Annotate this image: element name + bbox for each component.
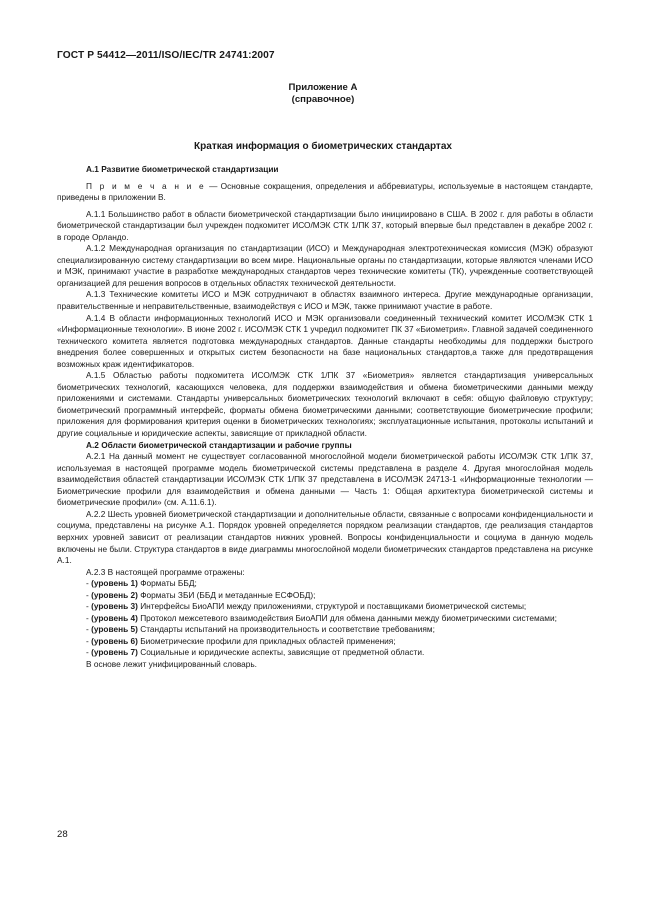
level-list-item: - (уровень 1) Форматы ББД; xyxy=(86,578,197,589)
paragraph-a2-2: А.2.2 Шесть уровней биометрической стандартизации и дополнительные области, связанные с вопросами конфиденциальности и социума, представлены на рисунке А.1. Порядок уровней определяется порядком реализации стандартов, где реализация стандартов верхних уровней зависит от реализации стандартов нижних уровней. Вопросы конфиденциальности и социума в данную модель включены не были. Структура стандартов в виде диаграммы многослойной модели биометрических стандартов представлена на рисунке А.1. xyxy=(57,508,593,566)
section-a2-heading: А.2 Области биометрической стандартизации и рабочие группы xyxy=(86,439,352,450)
paragraph-a2-1: А.2.1 На данный момент не существует согласованной многослойной модели биометрической работы ИСО/МЭК СТК 1/ПК 37, используемая в настоящей программе модель биометрической системы представлена в разделе 4. Другая многослойная модель взаимодействия областей стандартизации ИСО/МЭК СТК 1/ПК 37 представлена в ИСО/МЭК 24713-1 «Информационные технологии — Биометрические профили для взаимодействия и обмена данными — Часть 1: Общая архитектура биометрической системы и биометрические профили» (см. А.11.6.1). xyxy=(57,451,593,508)
paragraph-a1-2: А.1.2 Международная организация по стандартизации (ИСО) и Международная электротехническая комиссия (МЭК) образуют специализированную систему стандартизации во всем мире. Национальные органы по стандартизации, которые являются членами ИСО и МЭК, принимают участие в разработке международных стандартов через технические комитеты (ТК), учрежденные соответствующей организацией для решения вопросов в отдельных областях технической деятельности. xyxy=(57,243,593,288)
level-label: (уровень 4) xyxy=(91,612,138,623)
level-list-item: - (уровень 7) Социальные и юридические аспекты, зависящие от предметной области. xyxy=(86,647,425,658)
closing-paragraph: В основе лежит унифицированный словарь. xyxy=(86,658,257,669)
note-label: П р и м е ч а н и е xyxy=(86,180,206,191)
annex-subtitle: (справочное) xyxy=(291,94,355,105)
level-list-item: - (уровень 6) Биометрические профили для прикладных областей применения; xyxy=(86,635,396,646)
paragraph-a1-1: А.1.1 Большинство работ в области биометрической стандартизации было инициировано в США. В 2002 г. для работы в области биометрической стандартизации был учрежден подкомитет ИСО/МЭК СТК 1/ПК 37, который впервые был представлен в декабре 2002 г. в городе Орландо. xyxy=(57,208,593,242)
section-title: Краткая информация о биометрических стандартах xyxy=(194,141,452,152)
note-text: — Основные сокращения, определения и аббревиатуры, используемые в настоящем стандарте, приведены в приложении В. xyxy=(57,180,593,203)
section-a1-heading: А.1 Развитие биометрической стандартизации xyxy=(86,164,279,174)
paragraph-a1-4: А.1.4 В области информационных технологий ИСО и МЭК организовали соединенный технический комитет ИСО/МЭК СТК 1 «Информационные технологии». В июне 2002 г. ИСО/МЭК СТК 1 учредил подкомитет ПК 37 «Биометрия». Главной задачей соединенного технического комитета является подготовка международных стандартов. Данные стандарты необходимы для поддержки быстрого внедрения более совершенных и открытых систем безопасности на базе национальных стандартов,а также для предотвращения возможных краж идентификаторов. xyxy=(57,312,593,369)
paragraph-a1-5: А.1.5 Областью работы подкомитета ИСО/МЭК СТК 1/ПК 37 «Биометрия» является стандартизация универсальных биометрических технологий, касающихся человека, для поддержки взаимодействия и обмена биометрическими данными между приложениями и системами. Стандарты универсальных биометрических технологий включают в себя: общую файловую структуру; биометрический программный интерфейс, форматы обмена биометрическими данными; соответствующие биометрические профили; приложения для формирования критерия оценки в биометрических технологиях; эксплуатационные испытания, протоколы испытаний и другие социальные и юридические аспекты, зависящие от прикладной области. xyxy=(57,370,593,439)
paragraph-a1-3: А.1.3 Технические комитеты ИСО и МЭК сотрудничают в областях взаимного интереса. Другие международные организации, правительственные и неправительственные, взаимодействуя с ИСО и МЭК, также принимают участие в работе. xyxy=(57,289,593,312)
paragraph-a2-3: А.2.3 В настоящей программе отражены: xyxy=(86,566,245,577)
level-label: (уровень 1) xyxy=(91,578,138,589)
level-label: (уровень 5) xyxy=(91,624,138,635)
level-list-item: - (уровень 5) Стандарты испытаний на производительность и соответствие требованиям; xyxy=(86,624,435,635)
level-list-item: - (уровень 4) Протокол межсетевого взаимодействия БиоАПИ для обмена данными между биометрическими системами; xyxy=(86,612,557,623)
document-body xyxy=(57,164,593,671)
level-label: (уровень 2) xyxy=(91,589,138,600)
level-label: (уровень 6) xyxy=(91,635,138,646)
level-label: (уровень 7) xyxy=(91,647,138,658)
annex-title: Приложение А xyxy=(288,82,358,93)
standard-code-header: ГОСТ Р 54412—2011/ISO/IEC/TR 24741:2007 xyxy=(57,50,275,61)
note-paragraph xyxy=(57,181,593,204)
level-label: (уровень 3) xyxy=(91,601,138,612)
annex-heading xyxy=(0,82,646,106)
page-number: 28 xyxy=(57,829,68,840)
level-list-item: - (уровень 2) Форматы ЗБИ (ББД и метаданные ЕСФОБД); xyxy=(86,589,316,600)
level-list-item: - (уровень 3) Интерфейсы БиоАПИ между приложениями, структурой и поставщиками биометрической системы; xyxy=(86,601,527,612)
